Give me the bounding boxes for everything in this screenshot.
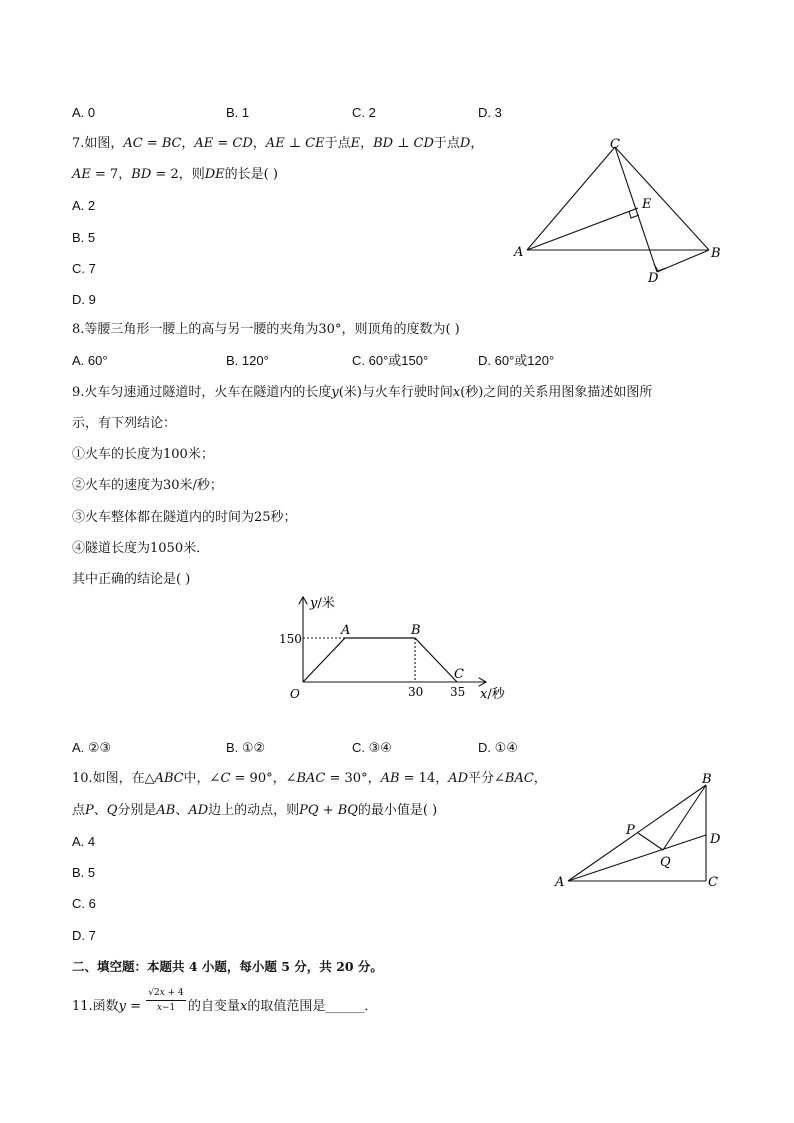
- q11-fraction: [146, 988, 186, 1013]
- q9-option-b: B. ①②: [226, 740, 266, 755]
- q9-point-a: A: [341, 623, 351, 638]
- q7-triangle-figure: [505, 130, 735, 290]
- q9-x-tick-35: 35: [450, 685, 466, 699]
- q10-label-q: Q: [660, 855, 671, 870]
- q7-option-b: B. 5: [72, 230, 96, 245]
- q8-option-b: B. 120°: [226, 353, 269, 368]
- q6-option-a: A. 0: [72, 105, 96, 120]
- q7-label-e: E: [642, 197, 652, 212]
- q9-y-tick-150: 150: [279, 632, 302, 646]
- section2-heading: 二、填空题：本题共 4 小题，每小题 5 分，共 20 分。: [72, 959, 383, 974]
- q7-option-d: D. 9: [72, 292, 96, 307]
- q9-option-d: D. ①④: [478, 740, 518, 755]
- q10-option-d: D. 7: [72, 928, 96, 943]
- q9-question: 其中正确的结论是( ): [72, 572, 191, 587]
- q9-option-c: C. ③④: [352, 740, 392, 755]
- q9-y-axis-label: 𝑦/米: [310, 596, 335, 611]
- q10-option-c: C. 6: [72, 896, 96, 911]
- q9-x-axis-label: 𝑥/秒: [480, 687, 505, 702]
- q10-segment-pq: [638, 833, 663, 850]
- q9-origin-label: O: [290, 687, 300, 701]
- q11-numerator: √2𝑥 + 4: [146, 988, 186, 1001]
- q10-option-a: A. 4: [72, 834, 96, 849]
- q11-denominator: 𝑥−1: [156, 1003, 176, 1013]
- q9-statement-3: ③火车整体都在隧道内的时间为25秒；: [72, 510, 297, 525]
- q7-label-d: D: [648, 271, 659, 286]
- q8-option-d: D. 60°或120°: [478, 353, 555, 368]
- q9-x-tick-30: 30: [408, 685, 424, 699]
- q7-option-c: C. 7: [72, 261, 96, 276]
- q6-option-c: C. 2: [352, 105, 376, 120]
- q7-label-b: B: [711, 246, 721, 261]
- q10-label-d: D: [710, 832, 721, 847]
- q9-statement-2: ②火车的速度为30米/秒；: [72, 478, 223, 493]
- q10-option-b: B. 5: [72, 865, 96, 880]
- q6-option-d: D. 3: [478, 105, 502, 120]
- q10-label-a: A: [555, 875, 565, 890]
- q10-label-c: C: [708, 875, 718, 890]
- q11-prefix: 11.函数𝑦 =: [72, 999, 142, 1014]
- q7-edge-cb: [615, 147, 709, 250]
- q8-stem: 8.等腰三角形一腰上的高与另一腰的夹角为30°，则顶角的度数为( ): [72, 322, 460, 337]
- q10-triangle-figure: [550, 765, 730, 895]
- q7-edge-ac: [527, 147, 615, 250]
- q7-option-a: A. 2: [72, 198, 96, 213]
- q10-stem-line2: 点𝑃、𝑄分别是𝐴𝐵、𝐴𝐷边上的动点，则𝑃𝑄 + 𝐵𝑄的最小值是( ): [72, 803, 438, 818]
- q9-statement-1: ①火车的长度为100米；: [72, 447, 214, 462]
- q9-stem-line1: 9.火车匀速通过隧道时，火车在隧道内的长度𝑦(米)与火车行驶时间𝑥(秒)之间的关系用图象描述如图所: [72, 385, 653, 400]
- q7-label-c: C: [610, 137, 620, 152]
- q9-point-b: B: [411, 623, 421, 638]
- q7-stem-line1: 7.如图，𝐴𝐶 = 𝐵𝐶，𝐴𝐸 = 𝐶𝐷，𝐴𝐸 ⊥ 𝐶𝐸于点𝐸，𝐵𝐷 ⊥ 𝐶𝐷于点𝐷，: [72, 136, 484, 151]
- q10-label-b: B: [702, 772, 712, 787]
- q7-stem-line2: 𝐴𝐸 = 7，𝐵𝐷 = 2，则𝐷𝐸的长是( ): [72, 167, 278, 182]
- q10-edge-ad: [568, 835, 706, 881]
- q8-option-c: C. 60°或150°: [352, 353, 429, 368]
- q6-option-b: B. 1: [226, 105, 250, 120]
- q10-label-p: P: [626, 823, 635, 838]
- q9-point-c: C: [454, 667, 464, 682]
- q10-stem-line1: 10.如图，在△𝐴𝐵𝐶中，∠𝐶 = 90°，∠𝐵𝐴𝐶 = 30°，𝐴𝐵 = 14，𝐴𝐷平分∠𝐵𝐴𝐶，: [72, 771, 547, 786]
- q11-suffix: 的自变量𝑥的取值范围是______．: [188, 999, 378, 1014]
- q7-label-a: A: [514, 245, 524, 260]
- q10-segment-bq: [663, 785, 706, 850]
- q9-option-a: A. ②③: [72, 740, 112, 755]
- q9-stem-line2: 示，有下列结论：: [72, 416, 177, 431]
- q9-graph-figure: [270, 590, 530, 715]
- q9-graph-line: [303, 638, 457, 682]
- q8-option-a: A. 60°: [72, 353, 108, 368]
- q10-edge-ab: [568, 785, 706, 881]
- q7-edge-ae: [527, 208, 638, 250]
- q9-statement-4: ④隧道长度为1050米．: [72, 541, 210, 556]
